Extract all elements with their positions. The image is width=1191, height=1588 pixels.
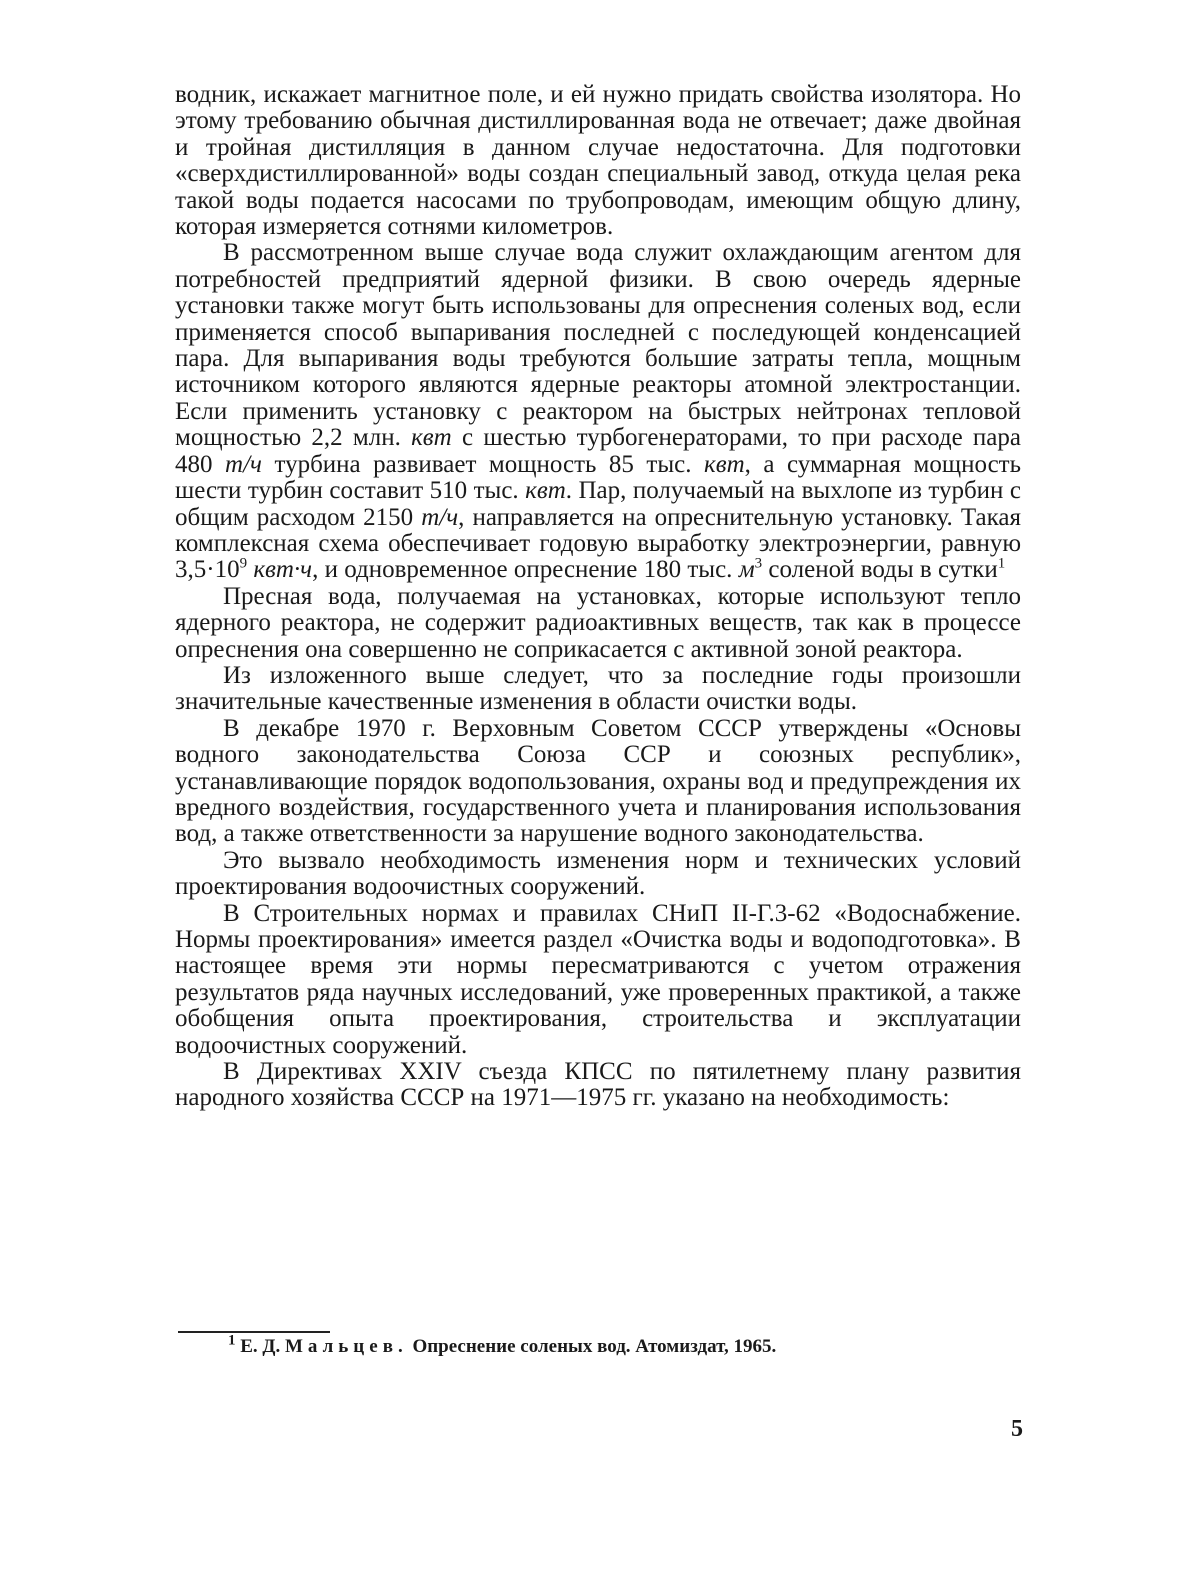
footnote-author-initials: Е. Д. [240,1336,281,1357]
paragraph-1: водник, искажает магнитное поле, и ей нужно придать свойства изолятора. Но этому требованию обычная дистиллированная вода не отвечает; даже двойная и тройная дистилляция в данном случае недостаточна. Для подготовки «сверхдистиллированной» воды создан специальный завод, откуда целая река такой воды подается насосами по трубопроводам, имеющим общую длину, которая измеряется сотнями километров. [175,81,1021,241]
footnote [228,1332,988,1359]
paragraph-5: В декабре 1970 г. Верховным Советом СССР утверждены «Основы водного законодательства Союза ССР и союзных республик», устанавливающие порядок водопользования, охраны вод и предупреждения их вредного воздействия, государственного учета и планирования использования вод, а также ответственности за нарушение водного законодательства. [175,714,1021,848]
footnote-citation: Опреснение соленых вод. Атомиздат, 1965. [412,1336,777,1357]
footnote-divider [178,1331,330,1333]
paragraph-7: В Строительных нормах и правилах СНиП II-Г.3-62 «Водоснабжение. Нормы проектирования» имеется раздел «Очистка воды и водоподготовка». В настоящее время эти нормы пересматриваются с учетом отражения результатов ряда научных исследований, уже проверенных практикой, а также обобщения опыта проектирования, строительства и эксплуатации водоочистных сооружений. [175,899,1021,1059]
paragraph-4: Из изложенного выше следует, что за последние годы произошли значительные качественные изменения в области очистки воды. [175,661,1021,716]
paragraph-6: Это вызвало необходимость изменения норм и технических условий проектирования водоочистных сооружений. [175,846,1021,901]
paragraph-3: Пресная вода, получаемая на установках, которые используют тепло ядерного реактора, не содержит радиоактивных веществ, так как в процессе опреснения она совершенно не соприкасается с активной зоной реактора. [175,582,1021,663]
paragraph-2: В рассмотренном выше случае вода служит охлаждающим агентом для потребностей предприятий ядерной физики. В свою очередь ядерные установки также могут быть использованы для опреснения соленых вод, если применяется способ выпаривания последней с последующей конденсацией пара. Для выпаривания воды требуются большие затраты тепла, мощным источником которого являются ядерные реакторы атомной электростанции. Если применить установку с реактором на быстрых нейтронах тепловой мощностью 2,2 млн. квт с шестью турбогенераторами, то при расходе пара 480 т/ч турбина развивает мощность 85 тыс. квт, а суммарная мощность шести турбин составит 510 тыс. квт. Пар, получаемый на выхлопе из турбин с общим расходом 2150 т/ч, направляется на опреснительную установку. Такая комплексная схема обеспечивает годовую выработку электроэнергии, равную $3,5\cdot 10^9$ квт·ч, и одновременное опреснение 180 тыс. $м^3$ соленой воды в сутки$^1$ [175,239,1022,584]
footnote-marker: 1 [228,1332,236,1349]
footnote-author-surname: Мальцев. [285,1336,408,1357]
paragraph-8: В Директивах XXIV съезда КПСС по пятилетнему плану развития народного хозяйства СССР на 1971—1975 гг. указано на необходимость: [175,1058,1021,1112]
page-number: 5 [1011,1416,1023,1442]
body-text [175,82,1021,1112]
